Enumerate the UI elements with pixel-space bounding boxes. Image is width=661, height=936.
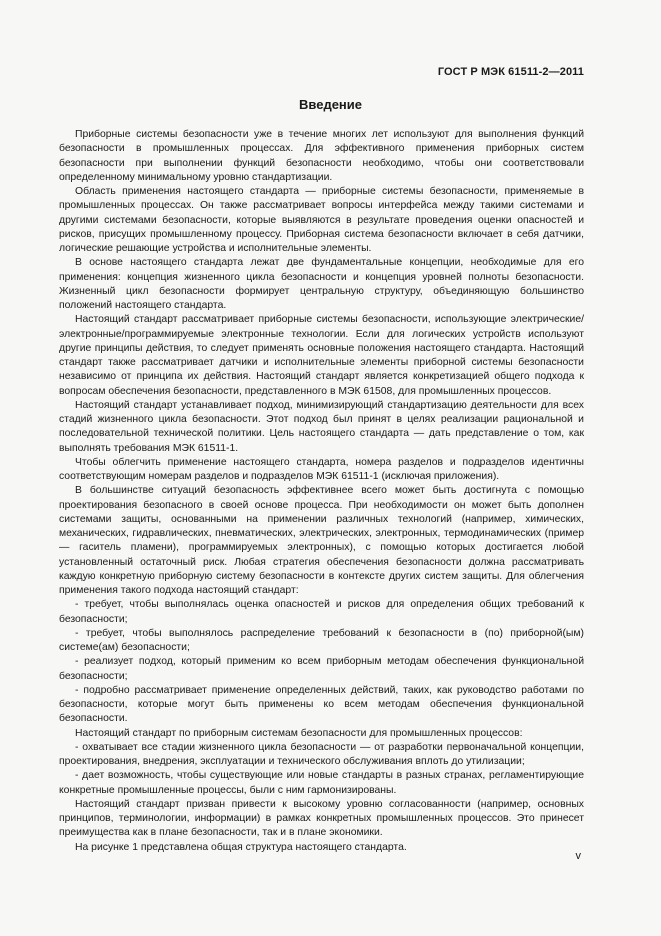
paragraph: Настоящий стандарт призван привести к высокому уровню согласованности (например, основных принципов, терминологии, информации) в рамках конкретных промышленных процессов. Это принесет преимущества как в плане безопасности, так и в плане экономики.: [59, 798, 584, 839]
paragraph: Чтобы облегчить применение настоящего стандарта, номера разделов и подразделов идентичны соответствующим номерам разделов и подразделов МЭК 61511-1 (исключая приложения).: [59, 456, 584, 482]
body-text: [59, 128, 584, 855]
list-item: - требует, чтобы выполнялась оценка опасностей и рисков для определения общих требований к безопасности;: [59, 599, 584, 625]
paragraph: Приборные системы безопасности уже в течение многих лет используют для выполнения функций безопасности в промышленных процессах. Для эффективного применения приборных систем безопасности при выполнении функций безопасности необходимо, чтобы они соответствовали определенному минимальному уровню стандартизации.: [59, 129, 584, 183]
list-item: - реализует подход, который применим ко всем приборным методам обеспечения функциональной безопасности;: [59, 656, 584, 682]
paragraph: На рисунке 1 представлена общая структура настоящего стандарта.: [75, 841, 407, 853]
paragraph: Настоящий стандарт устанавливает подход, минимизирующий стандартизацию деятельности для всех стадий жизненного цикла безопасности. Этот подход был принят в целях реализации рациональной и последовательной технической политики. Цель настоящего стандарта — дать представление о том, как выполнять требования МЭК 61511-1.: [59, 399, 584, 454]
list-item: - дает возможность, чтобы существующие или новые стандарты в разных странах, регламентирующие конкретные промышленные процессы, были с ним гармонизированы.: [59, 770, 584, 796]
list-item: - подробно рассматривает применение определенных действий, таких, как руководство работами по безопасности, которые могут быть применены ко всем методам обеспечения функциональной безопасности.: [59, 684, 584, 725]
section-title: Введение: [299, 97, 362, 112]
paragraph: В большинстве ситуаций безопасность эффективнее всего может быть достигнута с помощью проектирования безопасного в своей основе процесса. При необходимости он может быть дополнен системами защиты, основанными на применении различных технологий (например, химических, механических, гидравлических, пневматических, электрических, электронных, термодинамических (пример — гаситель пламени), программируемых электронных), с помощью которых достигается любой установленный остаточный риск. Любая стратегия обеспечения безопасности должна рассматривать каждую конкретную приборную систему безопасности в контексте других систем защиты. Для облегчения применения такого подхода настоящий стандарт:: [59, 485, 584, 596]
list-item: - охватывает все стадии жизненного цикла безопасности — от разработки первоначальной концепции, проектирования, внедрения, эксплуатации и технического обслуживания вплоть до утилизации;: [59, 741, 584, 767]
page-number: v: [575, 850, 581, 862]
paragraph: Область применения настоящего стандарта — приборные системы безопасности, применяемые в промышленных процессах. Он также рассматривает вопросы интерфейса между такими системами и другими системами безопасности, которые выявляются в результате проведения оценки опасностей и рисков, присущих промышленному процессу. Приборная система безопасности включает в себя датчики, логические решающие устройства и исполнительные элементы.: [59, 186, 584, 254]
standard-header: ГОСТ Р МЭК 61511-2—2011: [437, 66, 584, 78]
paragraph: Настоящий стандарт по приборным системам безопасности для промышленных процессов:: [75, 727, 523, 739]
list-item: - требует, чтобы выполнялось распределение требований к безопасности в (по) приборной(ым) системе(ам) безопасности;: [59, 627, 584, 653]
paragraph: Настоящий стандарт рассматривает приборные системы безопасности, использующие электрические/электронные/программируемые электронные технологии. Если для логических устройств используют другие принципы действия, то следует применять основные положения настоящего стандарта. Настоящий стандарт также рассматривает датчики и исполнительные элементы приборной системы безопасности независимо от принципа их действия. Настоящий стандарт является конкретизацией общего подхода к вопросам обеспечения безопасности, представленного в МЭК 61508, для промышленных процессов.: [59, 314, 584, 397]
paragraph: В основе настоящего стандарта лежат две фундаментальные концепции, необходимые для его применения: концепция жизненного цикла безопасности и концепция уровней полноты безопасности. Жизненный цикл безопасности формирует центральную структуру, объединяющую большинство положений настоящего стандарта.: [59, 257, 584, 311]
